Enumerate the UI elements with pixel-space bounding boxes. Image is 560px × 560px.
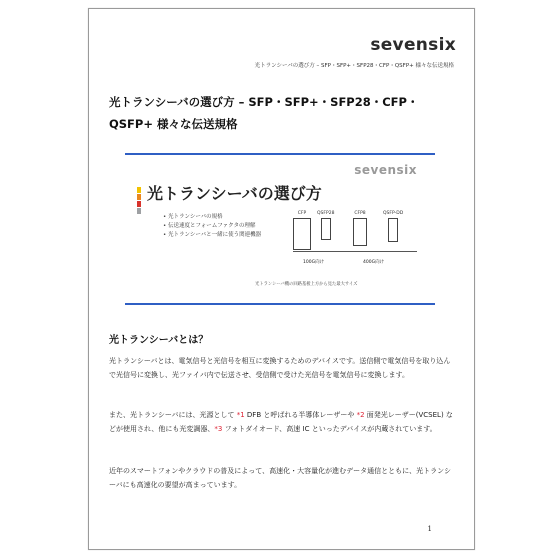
bullet-item: • 光トランシーバの規格: [163, 213, 261, 222]
module-shape: [293, 218, 311, 250]
document-title: 光トランシーバの選び方 – SFP・SFP+・SFP28・CFP・QSFP+ 様々な伝送規格: [109, 95, 419, 131]
module-shape: [321, 218, 331, 240]
module-size-diagram: [293, 211, 417, 281]
banner-bottom-rule: [125, 303, 435, 305]
paragraph-2: [109, 409, 455, 436]
page-number: 1: [427, 525, 432, 533]
banner-bullets: [163, 213, 261, 240]
module-label: CFP: [297, 211, 307, 216]
diagram-caption: 光トランシーバ機の回路基板上方から見た最大サイズ: [255, 282, 358, 287]
running-header: 光トランシーバの選び方 – SFP・SFP+・SFP28・CFP・QSFP+ 様々な伝送規格: [254, 63, 454, 69]
bullet-item: • 光トランシーバと一緒に使う関連機器: [163, 231, 261, 240]
paragraph-1: 光トランシーバとは、電気信号と光信号を相互に変換するためのデバイスです。送信側で電気信号を取り込んで光信号に変換し、光ファイバ内で伝送させ、受信側で受けた光信号を電気信号に変換します。: [109, 357, 451, 379]
accent-bars: [137, 187, 141, 215]
accent-bar: [137, 187, 141, 193]
footnote-marker: *2: [356, 411, 365, 419]
text-span: 面発光レーザー(VCSEL) などが使用され、他にも光変調器、: [109, 411, 453, 433]
module-shape: [388, 218, 398, 242]
cover-banner: [125, 153, 435, 305]
module-label: QSFP-DD: [383, 211, 404, 216]
banner-top-rule: [125, 153, 435, 155]
section-heading: 光トランシーバとは？: [109, 335, 209, 346]
module-shape: [353, 218, 367, 246]
footnote-marker: *1: [236, 411, 245, 419]
module-label: CFP8: [354, 211, 366, 216]
brand-logo: sevensix: [370, 35, 456, 55]
module-qsfp-dd: [383, 211, 403, 242]
diagram-divider: [293, 251, 417, 252]
text-span: また、光トランシーバには、光源として: [109, 411, 237, 419]
bullet-item: • 伝送速度とフォームファクタの理解: [163, 222, 261, 231]
module-cfp: [293, 211, 311, 250]
group-label-100g: 100G向け: [303, 260, 325, 265]
accent-bar: [137, 194, 141, 200]
paragraph-3: 近年のスマートフォンやクラウドの普及によって、高速化・大容量化が進むデータ通信とともに、光トランシーバにも高速化の要望が高まっています。: [109, 467, 451, 489]
accent-bar: [137, 208, 141, 214]
accent-bar: [137, 201, 141, 207]
text-span: DFB と呼ばれる半導体レーザーや: [244, 411, 357, 419]
document-page: [88, 8, 475, 550]
banner-brand: sevensix: [354, 163, 417, 177]
banner-title: 光トランシーバの選び方: [147, 184, 322, 203]
module-cfp8: [353, 211, 367, 246]
footnote-marker: *3: [214, 424, 223, 433]
module-qsfp28: [317, 211, 334, 240]
group-label-400g: 400G向け: [363, 260, 385, 265]
text-span: フォトダイオード、高速 IC といったデバイスが内蔵されています。: [222, 424, 437, 433]
module-label: QSFP28: [317, 211, 335, 216]
